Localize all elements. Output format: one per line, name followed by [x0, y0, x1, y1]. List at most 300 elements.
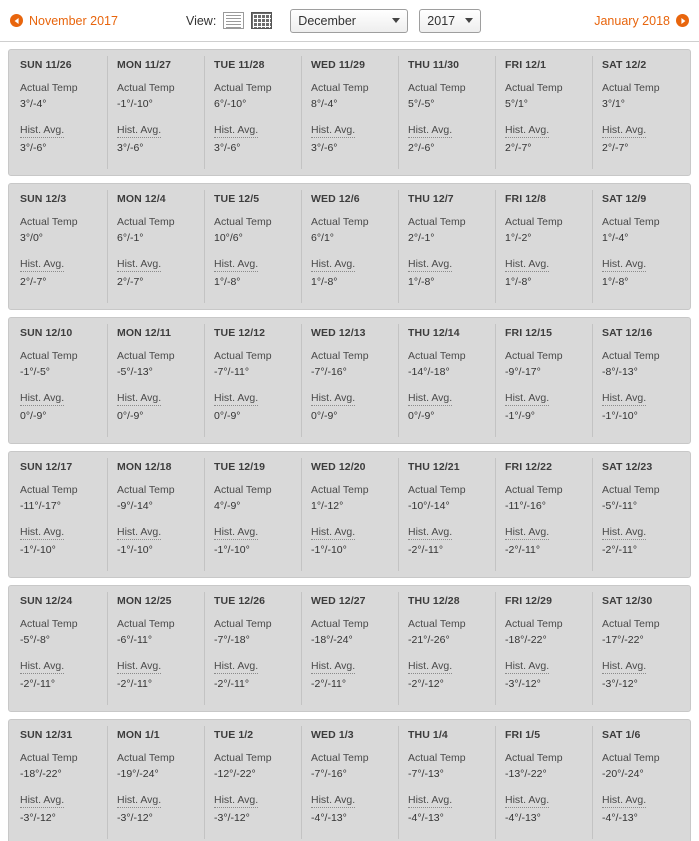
actual-temp-label: Actual Temp — [505, 82, 563, 94]
calendar-day-cell[interactable] — [10, 721, 107, 841]
historical-average-metric — [20, 254, 107, 288]
historical-average-label[interactable]: Hist. Avg. — [505, 794, 550, 806]
historical-average-metric — [602, 388, 689, 422]
historical-average-label[interactable]: Hist. Avg. — [408, 794, 453, 806]
historical-average-value: -2°/-11° — [117, 678, 153, 690]
historical-average-value: -4°/-13° — [602, 812, 638, 824]
day-label: TUE 12/19 — [214, 461, 266, 473]
actual-temp-value: 6°/1° — [311, 232, 334, 244]
historical-average-label[interactable]: Hist. Avg. — [20, 660, 65, 672]
historical-average-value: -2°/-11° — [311, 678, 347, 690]
calendar-day-cell[interactable] — [107, 587, 204, 710]
actual-temp-value: -1°/-5° — [20, 366, 50, 378]
actual-temp-metric — [311, 216, 398, 244]
day-label: THU 12/14 — [408, 327, 460, 339]
historical-average-metric — [408, 656, 495, 690]
actual-temp-value: -7°/-16° — [311, 366, 347, 378]
calendar-day-cell[interactable] — [398, 185, 495, 308]
day-label: TUE 12/12 — [214, 327, 266, 339]
calendar-day-cell[interactable] — [107, 185, 204, 308]
calendar-day-cell[interactable] — [398, 587, 495, 710]
actual-temp-metric — [505, 350, 592, 378]
calendar-day-cell[interactable] — [10, 587, 107, 710]
actual-temp-value: -7°/-13° — [408, 768, 444, 780]
historical-average-label[interactable]: Hist. Avg. — [20, 794, 65, 806]
actual-temp-value: -18°/-24° — [311, 634, 353, 646]
historical-average-label[interactable]: Hist. Avg. — [214, 526, 259, 538]
day-label: SUN 12/3 — [20, 193, 67, 205]
actual-temp-metric — [505, 82, 592, 110]
historical-average-metric — [20, 522, 107, 556]
historical-average-label[interactable]: Hist. Avg. — [117, 124, 162, 136]
historical-average-value: -4°/-13° — [408, 812, 444, 824]
historical-average-label[interactable]: Hist. Avg. — [408, 660, 453, 672]
day-label: WED 1/3 — [311, 729, 354, 741]
grid-view-icon[interactable] — [251, 12, 272, 29]
actual-temp-value: -7°/-11° — [214, 366, 250, 378]
day-label: WED 12/6 — [311, 193, 360, 205]
day-label: TUE 1/2 — [214, 729, 254, 741]
historical-average-label[interactable]: Hist. Avg. — [214, 794, 259, 806]
historical-average-value: 1°/-8° — [214, 276, 241, 288]
actual-temp-value: -13°/-22° — [505, 768, 547, 780]
actual-temp-metric — [117, 216, 204, 244]
calendar-week-row — [8, 49, 691, 176]
historical-average-label[interactable]: Hist. Avg. — [311, 392, 356, 404]
historical-average-label[interactable]: Hist. Avg. — [505, 526, 550, 538]
actual-temp-metric — [117, 484, 204, 512]
calendar-grid — [0, 42, 699, 841]
actual-temp-value: 3°/1° — [602, 98, 625, 110]
day-label: THU 12/7 — [408, 193, 454, 205]
actual-temp-value: -8°/-13° — [602, 366, 638, 378]
chevron-down-icon — [465, 18, 473, 23]
historical-average-metric — [20, 120, 107, 154]
historical-average-metric — [214, 120, 301, 154]
actual-temp-label: Actual Temp — [311, 216, 369, 228]
actual-temp-value: -11°/-17° — [20, 500, 61, 512]
actual-temp-label: Actual Temp — [214, 350, 272, 362]
calendar-day-cell[interactable] — [592, 587, 689, 710]
historical-average-label[interactable]: Hist. Avg. — [602, 660, 647, 672]
calendar-day-cell[interactable] — [204, 721, 301, 841]
historical-average-label[interactable]: Hist. Avg. — [602, 124, 647, 136]
actual-temp-metric — [214, 350, 301, 378]
calendar-day-cell[interactable] — [107, 319, 204, 442]
historical-average-label[interactable]: Hist. Avg. — [311, 660, 356, 672]
actual-temp-value: -7°/-18° — [214, 634, 250, 646]
historical-average-metric — [408, 790, 495, 824]
actual-temp-label: Actual Temp — [311, 618, 369, 630]
day-label: THU 12/21 — [408, 461, 460, 473]
historical-average-metric — [505, 656, 592, 690]
actual-temp-value: -11°/-16° — [505, 500, 546, 512]
calendar-day-cell[interactable] — [10, 453, 107, 576]
historical-average-metric — [20, 388, 107, 422]
previous-month-link[interactable] — [10, 14, 118, 28]
calendar-day-cell[interactable] — [495, 51, 592, 174]
day-label: SUN 12/10 — [20, 327, 73, 339]
historical-average-label[interactable]: Hist. Avg. — [117, 794, 162, 806]
year-select[interactable] — [419, 9, 481, 33]
calendar-day-cell[interactable] — [398, 721, 495, 841]
historical-average-label[interactable]: Hist. Avg. — [20, 392, 65, 404]
actual-temp-value: 1°/-2° — [505, 232, 532, 244]
actual-temp-metric — [408, 484, 495, 512]
historical-average-value: 2°/-7° — [505, 142, 532, 154]
historical-average-metric — [311, 656, 398, 690]
day-label: MON 12/25 — [117, 595, 172, 607]
actual-temp-value: -5°/-13° — [117, 366, 153, 378]
actual-temp-value: 1°/-12° — [311, 500, 344, 512]
historical-average-metric — [505, 388, 592, 422]
historical-average-label[interactable]: Hist. Avg. — [408, 258, 453, 270]
historical-average-value: 2°/-7° — [20, 276, 47, 288]
historical-average-metric — [214, 254, 301, 288]
historical-average-metric — [214, 522, 301, 556]
actual-temp-value: 2°/-1° — [408, 232, 435, 244]
historical-average-value: 3°/-6° — [214, 142, 241, 154]
historical-average-value: -2°/-11° — [408, 544, 444, 556]
day-label: FRI 12/22 — [505, 461, 553, 473]
calendar-day-cell[interactable] — [301, 453, 398, 576]
historical-average-label[interactable]: Hist. Avg. — [20, 258, 65, 270]
calendar-day-cell[interactable] — [301, 721, 398, 841]
calendar-day-cell[interactable] — [204, 319, 301, 442]
calendar-week-row — [8, 585, 691, 712]
calendar-day-cell[interactable] — [495, 721, 592, 841]
day-label: FRI 12/15 — [505, 327, 553, 339]
actual-temp-metric — [408, 618, 495, 646]
historical-average-metric — [408, 120, 495, 154]
actual-temp-value: 8°/-4° — [311, 98, 338, 110]
actual-temp-value: -9°/-14° — [117, 500, 153, 512]
day-label: THU 12/28 — [408, 595, 460, 607]
historical-average-value: -2°/-12° — [408, 678, 444, 690]
historical-average-metric — [505, 790, 592, 824]
calendar-week-row — [8, 317, 691, 444]
historical-average-label[interactable]: Hist. Avg. — [505, 660, 550, 672]
historical-average-label[interactable]: Hist. Avg. — [602, 526, 647, 538]
historical-average-label[interactable]: Hist. Avg. — [311, 526, 356, 538]
historical-average-metric — [117, 790, 204, 824]
actual-temp-label: Actual Temp — [602, 618, 660, 630]
calendar-toolbar — [0, 0, 699, 42]
actual-temp-value: -9°/-17° — [505, 366, 541, 378]
calendar-day-cell[interactable] — [301, 185, 398, 308]
historical-average-value: 3°/-6° — [117, 142, 144, 154]
next-month-link[interactable] — [594, 14, 689, 28]
actual-temp-value: 6°/-10° — [214, 98, 247, 110]
historical-average-value: -4°/-13° — [311, 812, 347, 824]
historical-average-label[interactable]: Hist. Avg. — [20, 124, 65, 136]
calendar-day-cell[interactable] — [107, 453, 204, 576]
day-label: SAT 12/9 — [602, 193, 647, 205]
actual-temp-label: Actual Temp — [214, 82, 272, 94]
calendar-week-row — [8, 451, 691, 578]
actual-temp-metric — [20, 752, 107, 780]
day-label: MON 11/27 — [117, 59, 172, 71]
actual-temp-metric — [602, 82, 689, 110]
calendar-day-cell[interactable] — [398, 51, 495, 174]
calendar-day-cell[interactable] — [107, 51, 204, 174]
next-month-label: January 2018 — [594, 13, 670, 28]
historical-average-metric — [311, 120, 398, 154]
calendar-day-cell[interactable] — [592, 721, 689, 841]
calendar-day-cell[interactable] — [592, 185, 689, 308]
actual-temp-label: Actual Temp — [20, 618, 78, 630]
actual-temp-value: -7°/-16° — [311, 768, 347, 780]
list-view-icon[interactable] — [223, 12, 244, 29]
actual-temp-label: Actual Temp — [117, 752, 175, 764]
calendar-day-cell[interactable] — [10, 51, 107, 174]
historical-average-value: -2°/-11° — [20, 678, 56, 690]
historical-average-label[interactable]: Hist. Avg. — [408, 124, 453, 136]
historical-average-value: -1°/-10° — [20, 544, 56, 556]
calendar-day-cell[interactable] — [495, 185, 592, 308]
actual-temp-value: -10°/-14° — [408, 500, 450, 512]
actual-temp-label: Actual Temp — [311, 484, 369, 496]
actual-temp-label: Actual Temp — [20, 350, 78, 362]
calendar-day-cell[interactable] — [592, 453, 689, 576]
historical-average-metric — [117, 254, 204, 288]
actual-temp-metric — [214, 82, 301, 110]
actual-temp-metric — [117, 618, 204, 646]
calendar-day-cell[interactable] — [204, 185, 301, 308]
actual-temp-label: Actual Temp — [505, 216, 563, 228]
historical-average-value: -3°/-12° — [117, 812, 153, 824]
actual-temp-label: Actual Temp — [311, 752, 369, 764]
historical-average-label[interactable]: Hist. Avg. — [117, 258, 162, 270]
historical-average-value: 0°/-9° — [20, 410, 47, 422]
historical-average-value: -3°/-12° — [214, 812, 250, 824]
actual-temp-label: Actual Temp — [311, 350, 369, 362]
calendar-day-cell[interactable] — [107, 721, 204, 841]
calendar-day-cell[interactable] — [592, 319, 689, 442]
historical-average-label[interactable]: Hist. Avg. — [117, 392, 162, 404]
historical-average-value: 0°/-9° — [408, 410, 435, 422]
toolbar-right-group — [594, 14, 689, 28]
historical-average-value: 1°/-8° — [505, 276, 532, 288]
day-label: WED 12/20 — [311, 461, 366, 473]
historical-average-value: -1°/-10° — [602, 410, 638, 422]
actual-temp-metric — [20, 484, 107, 512]
historical-average-metric — [602, 656, 689, 690]
historical-average-value: 0°/-9° — [117, 410, 144, 422]
actual-temp-label: Actual Temp — [214, 216, 272, 228]
calendar-day-cell[interactable] — [495, 587, 592, 710]
actual-temp-value: 4°/-9° — [214, 500, 241, 512]
actual-temp-metric — [602, 216, 689, 244]
actual-temp-label: Actual Temp — [408, 618, 466, 630]
year-select-value: 2017 — [427, 13, 456, 28]
historical-average-value: -1°/-10° — [214, 544, 250, 556]
month-select-value: December — [298, 13, 356, 28]
actual-temp-value: 10°/6° — [214, 232, 243, 244]
historical-average-label[interactable]: Hist. Avg. — [20, 526, 65, 538]
calendar-day-cell[interactable] — [301, 319, 398, 442]
day-label: WED 12/13 — [311, 327, 366, 339]
historical-average-metric — [602, 522, 689, 556]
day-label: SAT 12/23 — [602, 461, 653, 473]
day-label: TUE 11/28 — [214, 59, 265, 71]
actual-temp-value: -18°/-22° — [20, 768, 62, 780]
historical-average-value: 1°/-8° — [602, 276, 629, 288]
day-label: SAT 12/16 — [602, 327, 653, 339]
day-label: SUN 11/26 — [20, 59, 72, 71]
historical-average-label[interactable]: Hist. Avg. — [311, 794, 356, 806]
actual-temp-label: Actual Temp — [505, 350, 563, 362]
calendar-day-cell[interactable] — [398, 319, 495, 442]
historical-average-metric — [408, 254, 495, 288]
actual-temp-value: -6°/-11° — [117, 634, 153, 646]
calendar-day-cell[interactable] — [10, 185, 107, 308]
calendar-day-cell[interactable] — [204, 51, 301, 174]
historical-average-metric — [117, 522, 204, 556]
historical-average-label[interactable]: Hist. Avg. — [505, 258, 550, 270]
actual-temp-label: Actual Temp — [117, 216, 175, 228]
view-label: View: — [185, 13, 217, 28]
actual-temp-label: Actual Temp — [20, 216, 78, 228]
historical-average-metric — [117, 120, 204, 154]
actual-temp-metric — [20, 82, 107, 110]
calendar-day-cell[interactable] — [495, 453, 592, 576]
actual-temp-metric — [117, 752, 204, 780]
actual-temp-metric — [408, 82, 495, 110]
historical-average-metric — [505, 254, 592, 288]
historical-average-metric — [311, 254, 398, 288]
calendar-day-cell[interactable] — [301, 587, 398, 710]
day-label: MON 12/11 — [117, 327, 172, 339]
historical-average-metric — [214, 388, 301, 422]
actual-temp-metric — [408, 752, 495, 780]
month-select[interactable] — [290, 9, 408, 33]
calendar-day-cell[interactable] — [10, 319, 107, 442]
historical-average-label[interactable]: Hist. Avg. — [505, 392, 550, 404]
historical-average-metric — [117, 388, 204, 422]
historical-average-label[interactable]: Hist. Avg. — [602, 794, 647, 806]
actual-temp-label: Actual Temp — [20, 752, 78, 764]
day-label: THU 1/4 — [408, 729, 448, 741]
actual-temp-label: Actual Temp — [117, 350, 175, 362]
actual-temp-metric — [214, 484, 301, 512]
actual-temp-label: Actual Temp — [408, 82, 466, 94]
historical-average-label[interactable]: Hist. Avg. — [602, 392, 647, 404]
actual-temp-label: Actual Temp — [505, 618, 563, 630]
historical-average-value: -4°/-13° — [505, 812, 541, 824]
actual-temp-value: -19°/-24° — [117, 768, 159, 780]
actual-temp-metric — [408, 216, 495, 244]
historical-average-value: -1°/-9° — [505, 410, 535, 422]
calendar-day-cell[interactable] — [592, 51, 689, 174]
historical-average-label[interactable]: Hist. Avg. — [117, 660, 162, 672]
actual-temp-value: -17°/-22° — [602, 634, 644, 646]
actual-temp-label: Actual Temp — [408, 216, 466, 228]
calendar-week-row — [8, 719, 691, 841]
actual-temp-label: Actual Temp — [214, 618, 272, 630]
historical-average-label[interactable]: Hist. Avg. — [311, 258, 356, 270]
historical-average-metric — [408, 522, 495, 556]
actual-temp-label: Actual Temp — [214, 752, 272, 764]
actual-temp-metric — [311, 752, 398, 780]
historical-average-metric — [602, 790, 689, 824]
actual-temp-metric — [505, 216, 592, 244]
actual-temp-value: -14°/-18° — [408, 366, 450, 378]
day-label: SUN 12/31 — [20, 729, 73, 741]
day-label: FRI 1/5 — [505, 729, 541, 741]
historical-average-metric — [311, 522, 398, 556]
actual-temp-metric — [20, 216, 107, 244]
day-label: TUE 12/5 — [214, 193, 260, 205]
historical-average-metric — [20, 656, 107, 690]
historical-average-label[interactable]: Hist. Avg. — [408, 526, 453, 538]
actual-temp-label: Actual Temp — [505, 752, 563, 764]
historical-average-value: -1°/-10° — [117, 544, 153, 556]
actual-temp-metric — [20, 618, 107, 646]
historical-average-label[interactable]: Hist. Avg. — [214, 124, 259, 136]
actual-temp-metric — [311, 82, 398, 110]
historical-average-label[interactable]: Hist. Avg. — [602, 258, 647, 270]
actual-temp-metric — [117, 82, 204, 110]
actual-temp-metric — [505, 484, 592, 512]
chevron-down-icon — [392, 18, 400, 23]
actual-temp-label: Actual Temp — [602, 82, 660, 94]
day-label: SUN 12/24 — [20, 595, 73, 607]
historical-average-label[interactable]: Hist. Avg. — [408, 392, 453, 404]
historical-average-label[interactable]: Hist. Avg. — [214, 392, 259, 404]
day-label: WED 12/27 — [311, 595, 366, 607]
day-label: MON 1/1 — [117, 729, 160, 741]
historical-average-value: 3°/-6° — [311, 142, 338, 154]
day-label: FRI 12/1 — [505, 59, 547, 71]
historical-average-label[interactable]: Hist. Avg. — [505, 124, 550, 136]
actual-temp-metric — [602, 618, 689, 646]
day-label: FRI 12/29 — [505, 595, 553, 607]
historical-average-label[interactable]: Hist. Avg. — [214, 660, 259, 672]
actual-temp-value: -12°/-22° — [214, 768, 256, 780]
calendar-day-cell[interactable] — [204, 587, 301, 710]
day-label: THU 11/30 — [408, 59, 460, 71]
actual-temp-value: 6°/-1° — [117, 232, 144, 244]
actual-temp-label: Actual Temp — [602, 752, 660, 764]
actual-temp-metric — [311, 618, 398, 646]
historical-average-label[interactable]: Hist. Avg. — [214, 258, 259, 270]
calendar-day-cell[interactable] — [301, 51, 398, 174]
historical-average-label[interactable]: Hist. Avg. — [117, 526, 162, 538]
actual-temp-metric — [602, 484, 689, 512]
historical-average-value: 1°/-8° — [311, 276, 338, 288]
actual-temp-metric — [20, 350, 107, 378]
actual-temp-metric — [214, 216, 301, 244]
historical-average-metric — [311, 790, 398, 824]
actual-temp-metric — [602, 752, 689, 780]
actual-temp-label: Actual Temp — [505, 484, 563, 496]
historical-average-metric — [214, 656, 301, 690]
actual-temp-value: 3°/-4° — [20, 98, 47, 110]
day-label: FRI 12/8 — [505, 193, 547, 205]
calendar-day-cell[interactable] — [398, 453, 495, 576]
historical-average-metric — [311, 388, 398, 422]
actual-temp-label: Actual Temp — [408, 752, 466, 764]
historical-average-value: -3°/-12° — [505, 678, 541, 690]
calendar-day-cell[interactable] — [495, 319, 592, 442]
calendar-day-cell[interactable] — [204, 453, 301, 576]
actual-temp-metric — [311, 484, 398, 512]
historical-average-label[interactable]: Hist. Avg. — [311, 124, 356, 136]
historical-average-value: -3°/-12° — [20, 812, 56, 824]
day-label: SAT 1/6 — [602, 729, 641, 741]
actual-temp-metric — [408, 350, 495, 378]
